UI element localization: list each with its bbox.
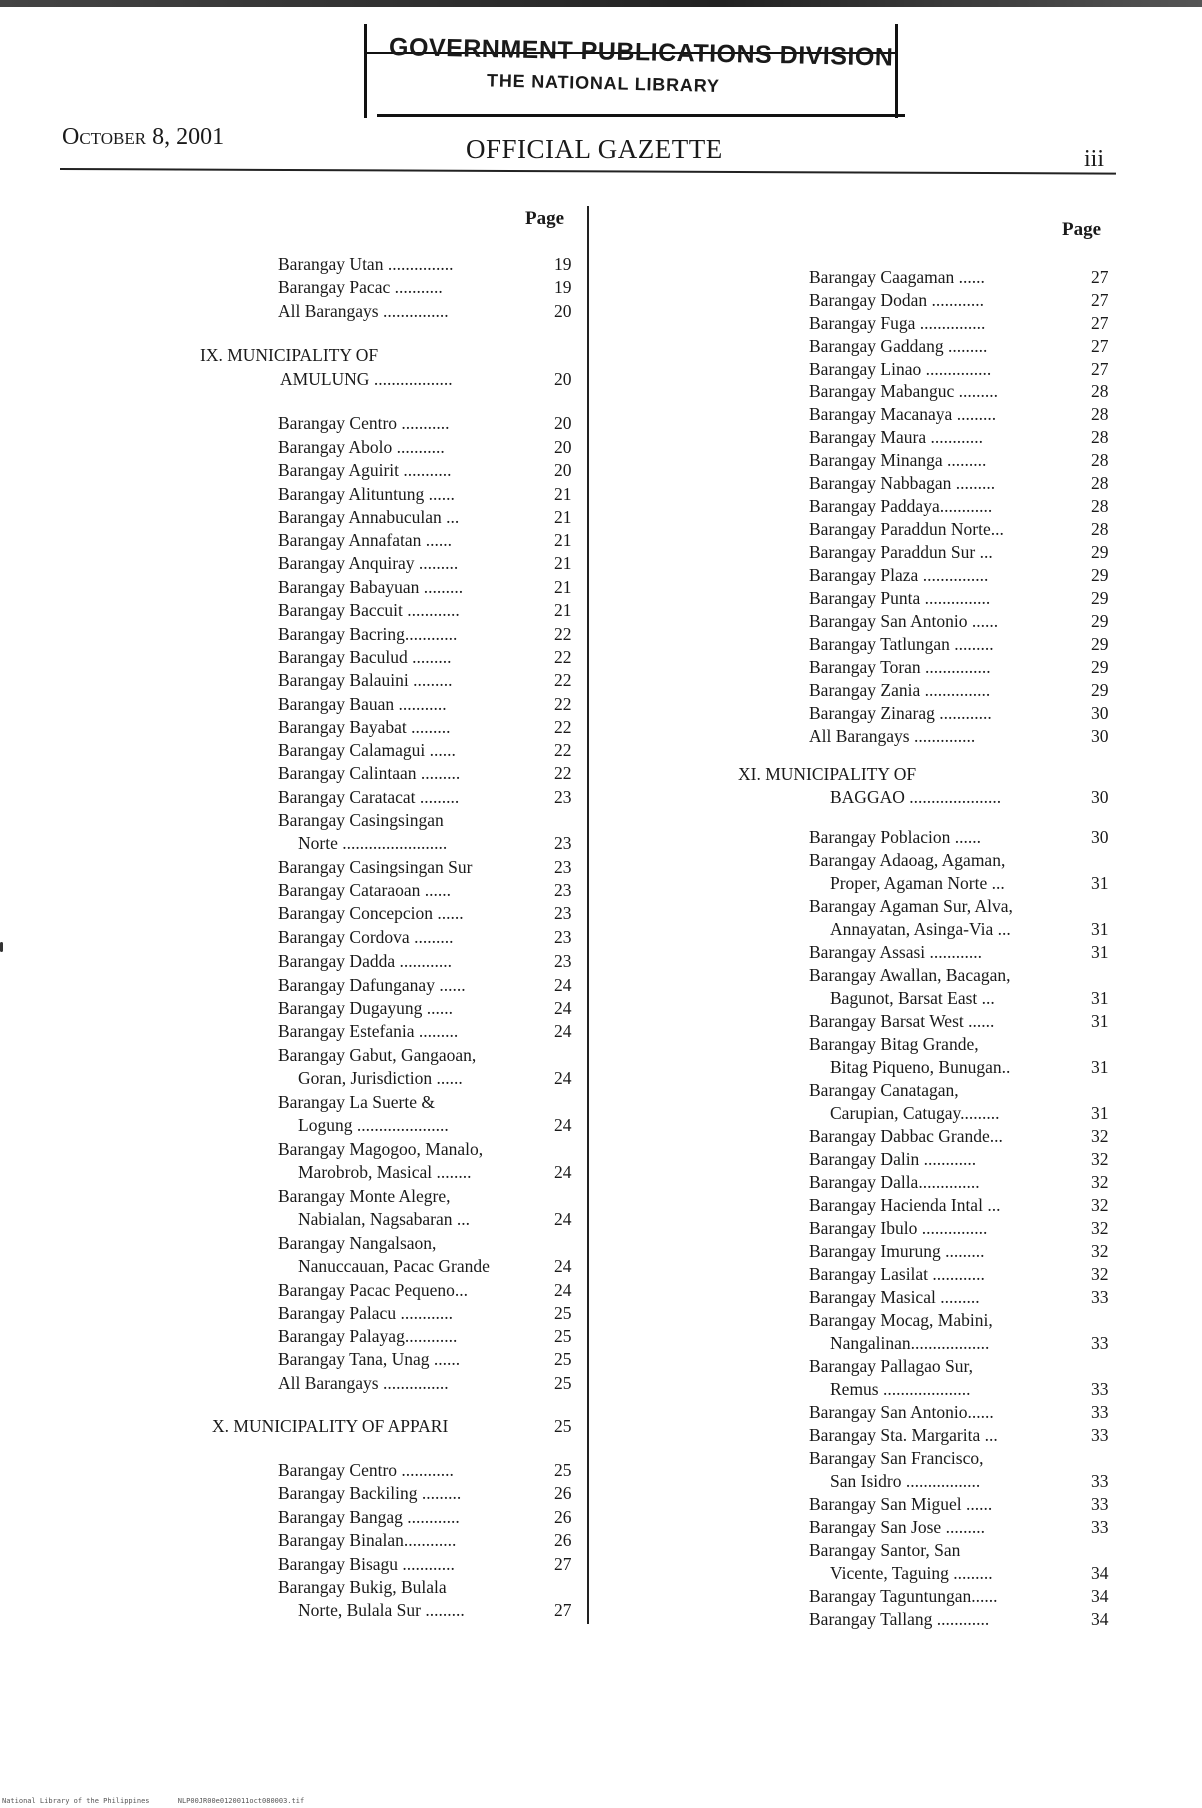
stamp-line-1: GOVERNMENT PUBLICATIONS DIVISION — [388, 32, 894, 72]
entry-page-number: 20 — [554, 413, 572, 433]
footer-source: National Library of the Philippines — [2, 1797, 150, 1805]
entry-page-number: 31 — [1091, 919, 1109, 939]
entry-page-number: 27 — [554, 1600, 572, 1620]
entry-page-number: 25 — [554, 1326, 572, 1346]
entry-page-number: 24 — [554, 1256, 572, 1276]
entry-title: Barangay Casingsingan Sur — [278, 857, 473, 877]
entry-title: Barangay Dabbac Grande... — [809, 1126, 1003, 1146]
entry-page-number: 29 — [1091, 634, 1109, 654]
entry-title: Vicente, Taguing ......... — [830, 1563, 993, 1583]
entry-page-number: 22 — [554, 740, 572, 760]
entry-title: Barangay Binalan............ — [278, 1530, 457, 1550]
entry-page-number: 24 — [554, 975, 572, 995]
entry-page-number: 23 — [554, 880, 572, 900]
entry-title: Barangay Barsat West ...... — [809, 1011, 995, 1031]
entry-title: Barangay Fuga ............... — [809, 313, 986, 333]
entry-title: Barangay Gaddang ......... — [809, 336, 988, 356]
entry-page-number: 23 — [554, 787, 572, 807]
entry-page-number: 29 — [1091, 611, 1109, 631]
stamp-line-2: THE NATIONAL LIBRARY — [486, 70, 720, 97]
entry-title: Barangay San Antonio ...... — [809, 611, 999, 631]
entry-title: Barangay Canatagan, — [809, 1080, 959, 1100]
entry-title: Barangay Bayabat ......... — [278, 717, 451, 737]
entry-page-number: 30 — [1091, 703, 1109, 723]
entry-title: Barangay Palacu ............ — [278, 1303, 453, 1323]
entry-title: Nanuccauan, Pacac Grande — [298, 1256, 490, 1276]
library-stamp — [364, 24, 898, 118]
entry-title: Barangay Backiling ......... — [278, 1483, 462, 1503]
entry-page-number: 20 — [554, 460, 572, 480]
entry-page-number: 23 — [554, 903, 572, 923]
entry-page-number: 31 — [1091, 1103, 1109, 1123]
entry-page-number: 33 — [1091, 1379, 1109, 1399]
entry-page-number: 27 — [1091, 267, 1109, 287]
entry-title: Barangay Santor, San — [809, 1540, 961, 1560]
entry-title: Barangay Centro ............ — [278, 1460, 454, 1480]
entry-page-number: 30 — [1091, 787, 1109, 807]
entry-title: Barangay Baculud ......... — [278, 647, 452, 667]
entry-page-number: 27 — [554, 1554, 572, 1574]
entry-title: Barangay Dalin ............ — [809, 1149, 977, 1169]
entry-title: San Isidro ................. — [830, 1471, 981, 1491]
entry-title: Goran, Jurisdiction ...... — [298, 1068, 463, 1088]
entry-title: Barangay Dadda ............ — [278, 951, 452, 971]
entry-title: Barangay Bangag ............ — [278, 1507, 460, 1527]
entry-page-number: 24 — [554, 1115, 572, 1135]
entry-page-number: 24 — [554, 1280, 572, 1300]
entry-title: Barangay Concepcion ...... — [278, 903, 464, 923]
issue-date: October 8, 2001 — [62, 124, 225, 150]
entry-page-number: 34 — [1091, 1563, 1109, 1583]
entry-page-number: 28 — [1091, 450, 1109, 470]
entry-title: Barangay Pallagao Sur, — [809, 1356, 974, 1376]
entry-title: All Barangays ............... — [278, 1373, 449, 1393]
entry-title: Barangay Nangalsaon, — [278, 1233, 437, 1253]
entry-title: Barangay Dugayung ...... — [278, 998, 453, 1018]
entry-title: Barangay Imurung ......... — [809, 1241, 985, 1261]
entry-page-number: 32 — [1091, 1195, 1109, 1215]
entry-title: Barangay Sta. Margarita ... — [809, 1425, 998, 1445]
entry-title: Barangay Dodan ............ — [809, 290, 984, 310]
entry-page-number: 32 — [1091, 1241, 1109, 1261]
entry-page-number: 24 — [554, 1209, 572, 1229]
entry-title: Barangay Minanga ......... — [809, 450, 987, 470]
entry-title: Barangay Annabuculan ... — [278, 507, 460, 527]
entry-title: Barangay Tana, Unag ...... — [278, 1349, 461, 1369]
entry-title: Barangay Bukig, Bulala — [278, 1577, 447, 1597]
entry-title: Barangay Centro ........... — [278, 413, 450, 433]
entry-title: Barangay Punta ............... — [809, 588, 991, 608]
entry-title: Barangay Gabut, Gangaoan, — [278, 1045, 477, 1065]
entry-page-number: 22 — [554, 624, 572, 644]
entry-title: Barangay Tatlungan ......... — [809, 634, 994, 654]
entry-page-number: 31 — [1091, 1057, 1109, 1077]
entry-page-number: 31 — [1091, 988, 1109, 1008]
entry-page-number: 25 — [554, 1373, 572, 1393]
entry-page-number: 27 — [1091, 336, 1109, 356]
entry-page-number: 24 — [554, 1162, 572, 1182]
entry-title: Barangay Zania ............... — [809, 680, 991, 700]
entry-page-number: 22 — [554, 717, 572, 737]
entry-page-number: 33 — [1091, 1402, 1109, 1422]
right-page-label: Page — [1062, 219, 1102, 240]
entry-page-number: 29 — [1091, 542, 1109, 562]
entry-title: Barangay San Jose ......... — [809, 1517, 985, 1537]
entry-title: Barangay Annafatan ...... — [278, 530, 452, 550]
scan-footer — [2, 1797, 328, 1805]
entry-page-number: 34 — [1091, 1586, 1109, 1606]
entry-page-number: 21 — [554, 530, 572, 550]
entry-page-number: 25 — [554, 1303, 572, 1323]
entry-title: Barangay Baccuit ............ — [278, 600, 460, 620]
entry-page-number: 25 — [554, 1416, 572, 1436]
entry-title: Barangay Maura ............ — [809, 427, 983, 447]
entry-page-number: 21 — [554, 600, 572, 620]
entry-title: Barangay Plaza ............... — [809, 565, 989, 585]
entry-page-number: 28 — [1091, 404, 1109, 424]
entry-title: Barangay Nabbagan ......... — [809, 473, 996, 493]
entry-title: IX. MUNICIPALITY OF — [200, 345, 379, 365]
entry-page-number: 23 — [554, 857, 572, 877]
entry-title: Barangay Bisagu ............ — [278, 1554, 455, 1574]
entry-page-number: 33 — [1091, 1471, 1109, 1491]
entry-title: Barangay Bauan ........... — [278, 694, 447, 714]
entry-title: X. MUNICIPALITY OF APPARI — [212, 1416, 449, 1436]
entry-title: Barangay Estefania ......... — [278, 1021, 459, 1041]
entry-title: Barangay Abolo ........... — [278, 437, 445, 457]
entry-title: Barangay Balauini ......... — [278, 670, 453, 690]
entry-title: Barangay Taguntungan...... — [809, 1586, 998, 1606]
entry-title: All Barangays ............... — [278, 301, 449, 321]
entry-title: Barangay Paddaya............ — [809, 496, 993, 516]
entry-page-number: 20 — [554, 437, 572, 457]
page-number: iii — [1084, 146, 1105, 172]
entry-page-number: 32 — [1091, 1218, 1109, 1238]
entry-page-number: 32 — [1091, 1126, 1109, 1146]
entry-title: Barangay Dalla.............. — [809, 1172, 980, 1192]
entry-page-number: 24 — [554, 1068, 572, 1088]
entry-title: Barangay Anquiray ......... — [278, 553, 459, 573]
entry-title: Barangay Macanaya ......... — [809, 404, 997, 424]
entry-title: Nabialan, Nagsabaran ... — [298, 1209, 471, 1229]
entry-title: Barangay Alituntung ...... — [278, 484, 455, 504]
entry-title: Barangay Pacac Pequeno... — [278, 1280, 468, 1300]
footer-filename: NLP00JR00e0120011oct080003.tif — [177, 1797, 305, 1805]
entry-title: AMULUNG .................. — [280, 369, 453, 389]
entry-title: Barangay Cordova ......... — [278, 927, 454, 947]
entry-title: Barangay Paraddun Sur ... — [809, 542, 993, 562]
entry-page-number: 29 — [1091, 657, 1109, 677]
entry-title: Barangay Lasilat ............ — [809, 1264, 985, 1284]
entry-title: Barangay La Suerte & — [278, 1092, 435, 1112]
entry-page-number: 23 — [554, 833, 572, 853]
entry-title: Barangay Casingsingan — [278, 810, 444, 830]
entry-title: Nangalinan.................. — [830, 1333, 990, 1353]
gazette-title: OFFICIAL GAZETTE — [466, 134, 723, 164]
entry-page-number: 28 — [1091, 519, 1109, 539]
entry-title: Barangay Hacienda Intal ... — [809, 1195, 1001, 1215]
entry-page-number: 22 — [554, 670, 572, 690]
entry-page-number: 27 — [1091, 313, 1109, 333]
entry-title: Annayatan, Asinga-Via ... — [830, 919, 1011, 939]
entry-page-number: 28 — [1091, 496, 1109, 516]
entry-page-number: 34 — [1091, 1609, 1109, 1629]
entry-page-number: 26 — [554, 1530, 572, 1550]
entry-title: Barangay San Antonio...... — [809, 1402, 994, 1422]
entry-title: Barangay Bacring............ — [278, 624, 458, 644]
entry-page-number: 24 — [554, 998, 572, 1018]
entry-title: Barangay Calamagui ...... — [278, 740, 456, 760]
entry-title: Barangay Mabanguc ......... — [809, 381, 999, 401]
entry-page-number: 23 — [554, 951, 572, 971]
entry-page-number: 25 — [554, 1460, 572, 1480]
entry-title: BAGGAO ..................... — [830, 787, 1002, 807]
entry-title: Bagunot, Barsat East ... — [830, 988, 995, 1008]
entry-page-number: 30 — [1091, 726, 1109, 746]
entry-title: Barangay Zinarag ............ — [809, 703, 992, 723]
entry-page-number: 31 — [1091, 1011, 1109, 1031]
entry-title: Barangay Agaman Sur, Alva, — [809, 896, 1013, 916]
entry-page-number: 28 — [1091, 427, 1109, 447]
entry-page-number: 29 — [1091, 680, 1109, 700]
entry-title: Barangay Linao ............... — [809, 359, 992, 379]
entry-title: Barangay San Miguel ...... — [809, 1494, 993, 1514]
entry-page-number: 33 — [1091, 1517, 1109, 1537]
entry-page-number: 32 — [1091, 1172, 1109, 1192]
entry-title: Barangay Caratacat ......... — [278, 787, 460, 807]
entry-title: Bitag Piqueno, Bunugan.. — [830, 1057, 1011, 1077]
entry-title: Marobrob, Masical ........ — [298, 1162, 472, 1182]
entry-page-number: 25 — [554, 1349, 572, 1369]
entry-page-number: 20 — [554, 301, 572, 321]
entry-title: XI. MUNICIPALITY OF — [738, 764, 917, 784]
entry-page-number: 28 — [1091, 473, 1109, 493]
entry-title: Barangay Tallang ............ — [809, 1609, 990, 1629]
header-rule — [60, 168, 1116, 175]
entry-page-number: 22 — [554, 647, 572, 667]
entry-page-number: 21 — [554, 553, 572, 573]
entry-page-number: 21 — [554, 507, 572, 527]
entry-title: Barangay Monte Alegre, — [278, 1186, 451, 1206]
entry-title: Barangay Calintaan ......... — [278, 763, 461, 783]
entry-title: Barangay Palayag............ — [278, 1326, 458, 1346]
entry-title: Barangay Masical ......... — [809, 1287, 980, 1307]
entry-title: Norte ........................ — [298, 833, 448, 853]
entry-page-number: 31 — [1091, 873, 1109, 893]
entry-title: Remus .................... — [830, 1379, 971, 1399]
entry-title: Barangay San Francisco, — [809, 1448, 984, 1468]
entry-title: All Barangays .............. — [809, 726, 976, 746]
entry-page-number: 26 — [554, 1507, 572, 1527]
entry-page-number: 26 — [554, 1483, 572, 1503]
entry-page-number: 32 — [1091, 1149, 1109, 1169]
entry-page-number: 31 — [1091, 942, 1109, 962]
entry-page-number: 21 — [554, 577, 572, 597]
entry-page-number: 23 — [554, 927, 572, 947]
entry-title: Barangay Paraddun Norte... — [809, 519, 1004, 539]
entry-title: Barangay Adaoag, Agaman, — [809, 850, 1006, 870]
entry-title: Barangay Babayuan ......... — [278, 577, 464, 597]
stamp-bottom-rule — [377, 114, 905, 117]
entry-title: Carupian, Catugay......... — [830, 1103, 1000, 1123]
left-page-label: Page — [525, 208, 565, 229]
entry-title: Barangay Magogoo, Manalo, — [278, 1139, 484, 1159]
entry-page-number: 22 — [554, 694, 572, 714]
entry-page-number: 30 — [1091, 827, 1109, 847]
entry-page-number: 19 — [554, 254, 572, 274]
entry-title: Logung ..................... — [298, 1115, 449, 1135]
entry-title: Barangay Bitag Grande, — [809, 1034, 979, 1054]
entry-title: Barangay Aguirit ........... — [278, 460, 452, 480]
entry-page-number: 22 — [554, 763, 572, 783]
entry-title: Barangay Mocag, Mabini, — [809, 1310, 993, 1330]
entry-title: Barangay Caagaman ...... — [809, 267, 985, 287]
entry-page-number: 24 — [554, 1021, 572, 1041]
entry-title: Barangay Utan ............... — [278, 254, 454, 274]
entry-page-number: 27 — [1091, 290, 1109, 310]
entry-title: Barangay Assasi ............ — [809, 942, 983, 962]
entry-title: Barangay Cataraoan ...... — [278, 880, 451, 900]
entry-page-number: 33 — [1091, 1425, 1109, 1445]
entry-page-number: 27 — [1091, 359, 1109, 379]
scan-mark — [0, 942, 3, 952]
entry-page-number: 32 — [1091, 1264, 1109, 1284]
entry-title: Barangay Poblacion ...... — [809, 827, 982, 847]
entry-page-number: 20 — [554, 369, 572, 389]
entry-page-number: 33 — [1091, 1494, 1109, 1514]
entry-title: Barangay Ibulo ............... — [809, 1218, 988, 1238]
entry-page-number: 21 — [554, 484, 572, 504]
entry-title: Barangay Awallan, Bacagan, — [809, 965, 1011, 985]
entry-page-number: 29 — [1091, 565, 1109, 585]
entry-page-number: 29 — [1091, 588, 1109, 608]
column-divider — [587, 206, 589, 1624]
entry-title: Proper, Agaman Norte ... — [830, 873, 1005, 893]
entry-title: Barangay Dafunganay ...... — [278, 975, 466, 995]
entry-title: Barangay Toran ............... — [809, 657, 991, 677]
entry-title: Norte, Bulala Sur ......... — [298, 1600, 465, 1620]
scan-edge — [0, 0, 1202, 7]
entry-page-number: 33 — [1091, 1287, 1109, 1307]
entry-page-number: 28 — [1091, 381, 1109, 401]
entry-page-number: 19 — [554, 277, 572, 297]
entry-page-number: 33 — [1091, 1333, 1109, 1353]
entry-title: Barangay Pacac ........... — [278, 277, 443, 297]
